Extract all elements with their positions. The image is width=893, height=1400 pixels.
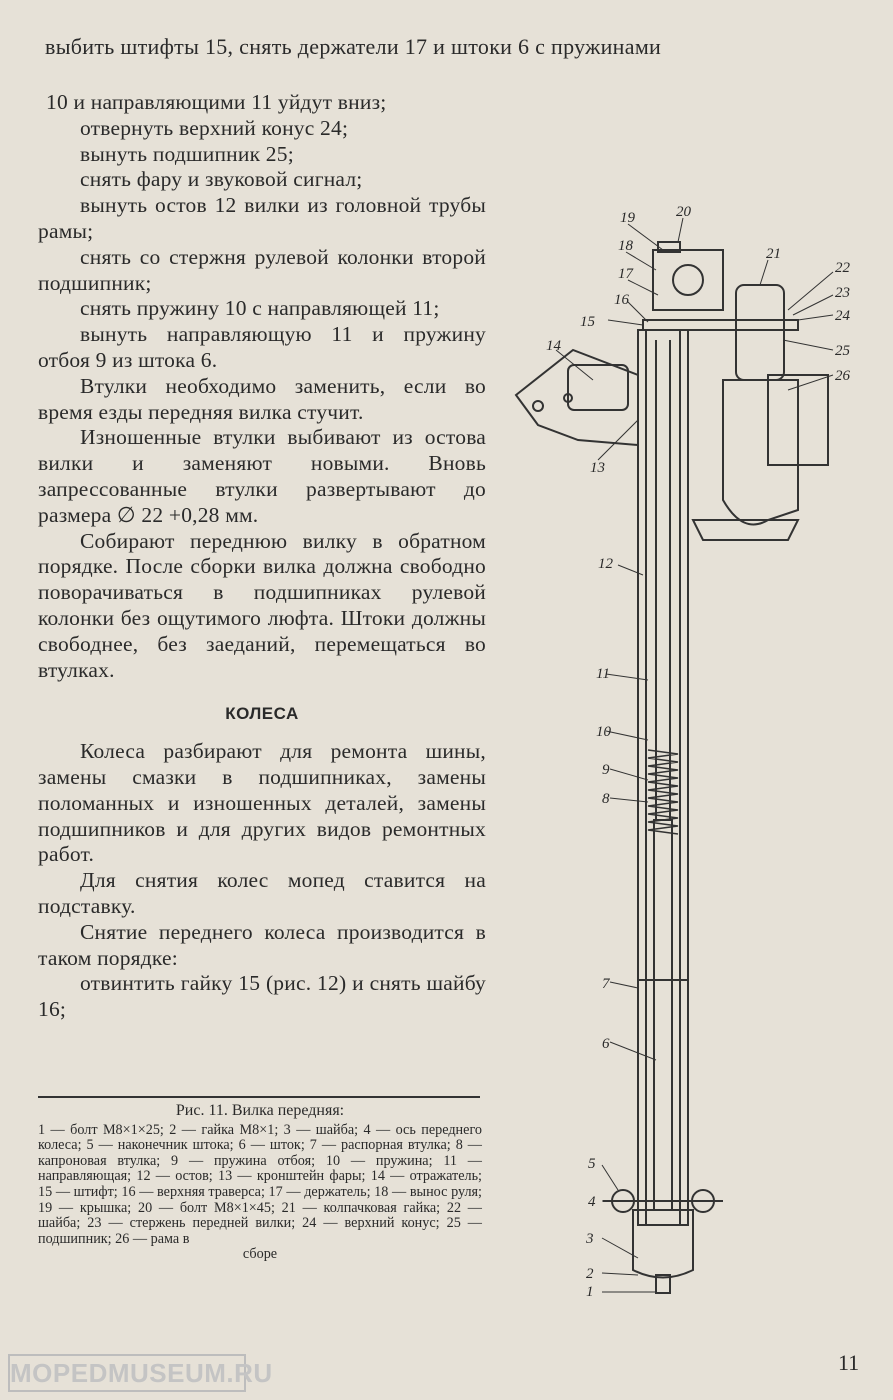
label-26: 26 [835,368,850,384]
label-14: 14 [546,338,561,354]
label-3: 3 [586,1231,594,1247]
label-20: 20 [676,204,691,220]
label-5: 5 [588,1156,596,1172]
section-heading: КОЛЕСА [225,704,299,724]
label-19: 19 [620,210,635,226]
label-11: 11 [596,666,610,682]
cap-nut [736,285,784,380]
caption-last: сборе [242,1246,278,1263]
first-line: выбить штифты 15, снять держатели 17 и штоки 6 с пружинами [45,34,662,59]
label-1: 1 [586,1284,594,1300]
page-number: 11 [838,1350,860,1375]
handlebar-mount [653,250,723,310]
label-13: 13 [590,460,605,476]
fork-svg [498,180,878,1310]
label-2: 2 [586,1266,594,1282]
label-22: 22 [835,260,850,276]
paragraph-10: Изношенные втулки выбивают из остова вилки и заменяют новыми. Вновь запрессованные втулки развертывают до размера ∅ 22 +0,28 мм. [38,425,486,527]
reflector [568,365,628,410]
paragraph-2: отвернуть верхний конус 24; [80,115,349,140]
paragraph-11: Собирают переднюю вилку в обратном порядке. После сборки вилка должна свободно поворачиваться в подшипниках рулевой колонки без ощутимого люфта. Штоки должны свободнее, без заеданий, перемещаться во втулках. [38,528,486,682]
label-24: 24 [835,308,850,324]
axle-lug [633,1210,693,1278]
label-18: 18 [618,238,633,254]
fork-rod [654,820,672,1210]
fork-spring [648,750,678,834]
label-6: 6 [602,1036,610,1052]
figure-caption [38,1103,482,1263]
paragraph-7: снять пружину 10 с направляющей 11; [80,296,440,321]
caption-title: Рис. 11. Вилка передняя: [175,1102,345,1119]
paragraph-3: вынуть подшипник 25; [80,141,294,166]
label-8: 8 [602,791,610,807]
paragraph-5: вынуть остов 12 вилки из головной трубы рамы; [38,193,486,243]
label-25: 25 [835,343,850,359]
upper-yoke [643,320,798,330]
paragraph-1: 10 и направляющими 11 уйдут вниз; [46,90,387,114]
label-12: 12 [598,556,613,572]
paragraph-15: отвинтить гайку 15 (рис. 12) и снять шайбу 16; [38,971,486,1022]
paragraph-13: Для снятия колес мопед ставится на подставку. [38,868,486,918]
paragraph-6: снять со стержня рулевой колонки второй подшипник; [38,244,486,295]
caption-body: 1 — болт М8×1×25; 2 — гайка М8×1; 3 — шайба; 4 — ось переднего колеса; 5 — наконечник штока; 6 — шток; 7 — распорная втулка; 8 — капроновая втулка; 9 — пружина отбоя; 10 — пружина; 11 — направляющая; 12 — остов; 13 — кронштейн фары; 14 — отражатель; 15 — штифт; 16 — верхняя траверса; 17 — держатель; 18 — вынос руля; 19 — крышка; 20 — болт М8×1×45; 21 — колпачковая гайка; 22 — шайба; 23 — стержень передней вилки; 24 — верхний конус; 25 — подшипник; 26 — рама в [38,1121,482,1247]
label-23: 23 [835,285,850,301]
site-watermark: MOPEDMUSEUM.RU [8,1354,246,1392]
label-16: 16 [614,292,629,308]
frame-head-tube [723,380,798,525]
label-4: 4 [588,1194,596,1210]
paragraph-14: Снятие переднего колеса производится в таком порядке: [38,919,486,970]
paragraph-12: Колеса разбирают для ремонта шины, замены смазки в подшипниках, замены поломанных и изношенных деталей, замены подшипников и для других видов ремонтных работ. [38,739,486,867]
label-10: 10 [596,724,611,740]
label-7: 7 [602,976,610,992]
text-column [38,90,486,1023]
front-fork-drawing [498,180,878,1310]
paragraph-4: снять фару и звуковой сигнал; [80,167,363,192]
label-9: 9 [602,762,610,778]
caption-divider [38,1096,480,1098]
clamp-bolt-hole [673,265,703,295]
label-21: 21 [766,246,781,262]
paragraph-9: Втулки необходимо заменить, если во время езды передняя вилка стучит. [38,373,486,424]
label-17: 17 [618,266,633,282]
label-15: 15 [580,314,595,330]
paragraph-8: вынуть направляющую 11 и пружину отбоя 9 из штока 6. [38,322,486,372]
